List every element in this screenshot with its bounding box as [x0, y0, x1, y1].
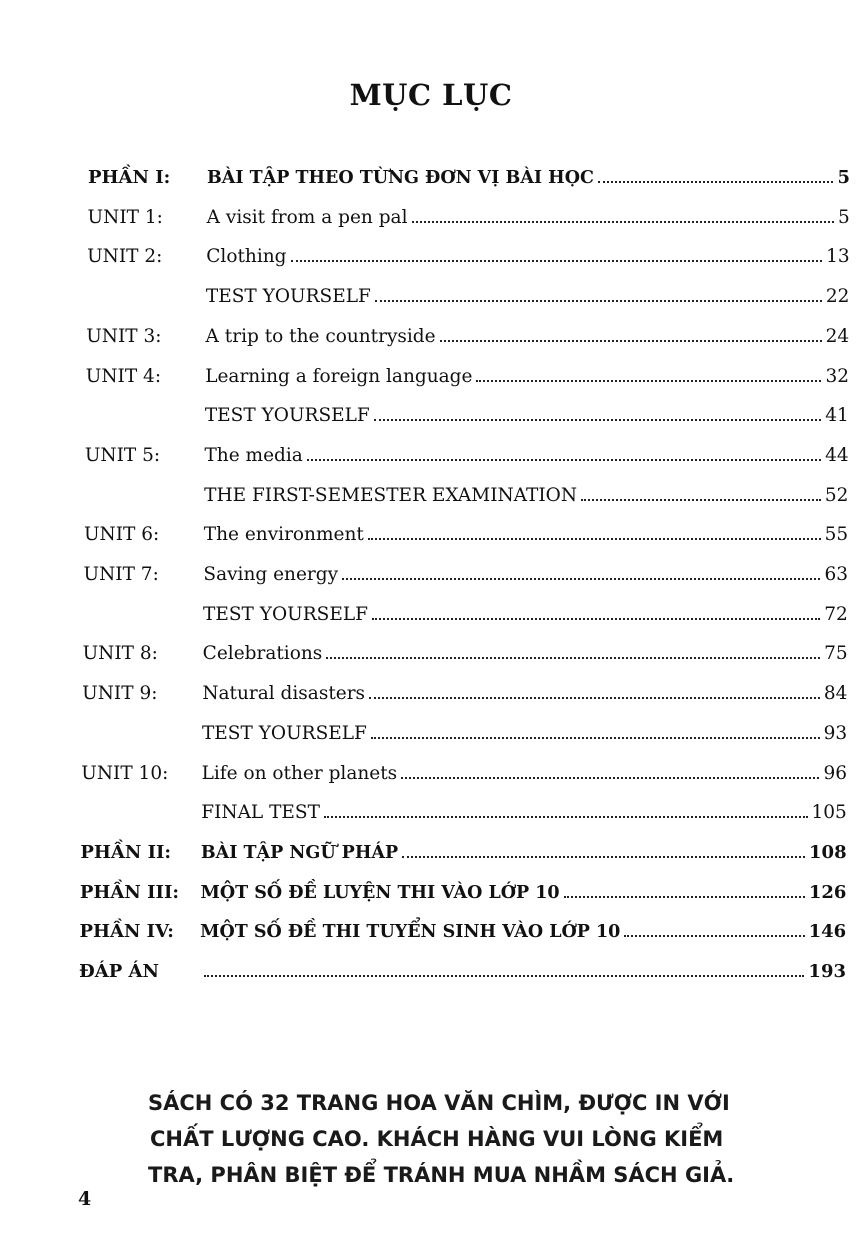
dot-leader — [307, 459, 821, 461]
toc-entry-title: FINAL TEST — [201, 802, 320, 824]
toc-entry-line — [206, 326, 850, 347]
toc-entry-title: TEST YOURSELF — [201, 722, 367, 744]
toc-entry-line — [204, 485, 848, 506]
toc-entry-page: 146 — [808, 921, 847, 943]
toc-entry-title: BÀI TẬP NGỮ PHÁP — [200, 842, 399, 863]
dot-leader — [368, 538, 821, 540]
dot-leader — [371, 737, 820, 739]
toc-entry-page: 75 — [824, 643, 848, 665]
toc-entry-page: 13 — [826, 246, 850, 268]
dot-leader — [581, 499, 821, 501]
toc-entry-title: TEST YOURSELF — [204, 405, 370, 427]
toc-entry-title: MỘT SỐ ĐỀ LUYỆN THI VÀO LỚP 10 — [200, 882, 560, 903]
notice-line: TRA, PHÂN BIỆT ĐỂ TRÁNH MUA NHẦM SÁCH GIẢ. — [148, 1163, 735, 1187]
toc-entry-page: 84 — [823, 683, 848, 705]
toc-entry-page: 93 — [823, 722, 848, 744]
toc-entry — [0, 716, 862, 746]
page-number: 4 — [78, 1188, 92, 1210]
page-title: MỤC LỤC — [349, 78, 513, 112]
toc-entry-page: 5 — [837, 167, 850, 188]
dot-leader — [598, 181, 834, 183]
toc-entry-line — [201, 882, 847, 903]
toc-entry — [0, 636, 862, 666]
toc-entry — [0, 875, 862, 905]
toc-entry-title: TEST YOURSELF — [205, 286, 371, 308]
toc-entry-line — [205, 366, 849, 387]
toc-entry-page: 55 — [824, 524, 849, 546]
toc-entry — [0, 914, 862, 944]
toc-entry-title: Learning a foreign language — [205, 365, 473, 387]
toc-entry-title: THE FIRST-SEMESTER EXAMINATION — [204, 484, 578, 506]
toc-entry-title: BÀI TẬP THEO TỪNG ĐƠN VỊ BÀI HỌC — [207, 168, 594, 188]
dot-leader — [324, 816, 808, 818]
toc-entry — [0, 557, 862, 587]
toc-entry-title: TEST YOURSELF — [203, 603, 368, 625]
toc-entry-page: 96 — [823, 762, 847, 784]
toc-entry-line — [201, 842, 847, 863]
toc-entry — [0, 756, 862, 786]
dot-leader — [342, 578, 820, 580]
toc-entry-title: Saving energy — [203, 564, 339, 585]
toc-entry-page: 32 — [825, 365, 849, 387]
toc-entry-line — [203, 604, 848, 625]
toc-entry-title: Clothing — [206, 246, 287, 268]
dot-leader — [624, 935, 804, 937]
toc-entry-page: 105 — [811, 802, 847, 824]
toc-entry-page: 44 — [825, 444, 849, 466]
dot-leader — [476, 380, 821, 382]
dot-leader — [326, 657, 820, 659]
toc-entry-label: PHẦN III: — [79, 881, 180, 903]
toc-entry-line — [200, 961, 846, 982]
toc-entry-line — [200, 921, 846, 942]
toc-entry-line — [206, 246, 849, 267]
toc-entry-label: UNIT 8: — [82, 643, 158, 665]
dot-leader — [204, 975, 805, 977]
dot-leader — [440, 340, 822, 342]
toc-entry-line — [202, 723, 847, 744]
toc-entry-line — [203, 643, 848, 664]
toc-entry-label: PHẦN IV: — [79, 921, 174, 943]
toc-entry — [0, 835, 862, 865]
dot-leader — [375, 300, 822, 302]
toc-entry-line — [203, 564, 848, 585]
toc-entry-line — [207, 207, 850, 228]
toc-entry-label: UNIT 10: — [81, 762, 169, 784]
toc-entry-line — [201, 802, 847, 823]
toc-entry-page: 72 — [824, 603, 848, 625]
toc-entry-label: PHẦN II: — [80, 841, 172, 863]
toc-entry-title: The media — [204, 444, 303, 466]
toc-entry-label: UNIT 7: — [83, 564, 159, 585]
toc-entry-title: MỘT SỐ ĐỀ THI TUYỂN SINH VÀO LỚP 10 — [200, 922, 621, 943]
toc-entry-label: UNIT 1: — [87, 206, 163, 228]
toc-entry-page: 63 — [824, 564, 848, 585]
toc-entry — [0, 438, 862, 468]
dot-leader — [402, 856, 805, 858]
dot-leader — [372, 618, 820, 620]
toc-entry-page: 108 — [809, 841, 847, 863]
toc-entry — [0, 200, 862, 230]
toc-entry-title: Natural disasters — [202, 683, 366, 705]
toc-entry — [0, 279, 862, 309]
dot-leader — [369, 697, 820, 699]
toc-entry-line — [204, 445, 848, 466]
toc-entry-line — [202, 683, 847, 704]
toc-entry-page: 52 — [824, 484, 849, 506]
toc-entry-page: 126 — [808, 881, 847, 903]
toc-entry-label: UNIT 5: — [84, 444, 161, 466]
toc-entry-label: UNIT 4: — [85, 365, 162, 387]
anti-counterfeit-notice — [148, 1085, 788, 1193]
toc-entry-page: 41 — [825, 405, 849, 427]
toc-entry-page: 193 — [808, 961, 846, 982]
toc-entry-title: Celebrations — [202, 643, 323, 665]
toc-entry-label: PHẦN I: — [88, 167, 171, 188]
toc-entry-title: A visit from a pen pal — [206, 206, 408, 228]
toc-entry — [0, 597, 862, 627]
notice-line: CHẤT LƯỢNG CAO. KHÁCH HÀNG VUI LÒNG KIỂM — [150, 1127, 724, 1151]
toc-entry-line — [207, 167, 850, 188]
toc-entry — [0, 319, 862, 349]
toc-entry — [0, 239, 862, 269]
toc-entry-page: 5 — [838, 206, 850, 228]
toc-entry — [0, 359, 862, 389]
toc-entry-page: 22 — [825, 286, 850, 308]
dot-leader — [564, 896, 805, 898]
toc-entry — [0, 478, 862, 508]
toc-entry-label: UNIT 6: — [83, 524, 160, 546]
dot-leader — [291, 260, 823, 262]
toc-entry-line — [204, 524, 848, 545]
toc-entry — [0, 160, 862, 190]
toc-entry-line — [205, 405, 849, 426]
toc-entry — [0, 676, 862, 706]
toc-entry — [0, 517, 862, 547]
dot-leader — [412, 221, 835, 223]
toc-entry-title: Life on other planets — [201, 762, 398, 784]
toc-entry-title: The environment — [203, 524, 364, 546]
toc-entry-label: UNIT 3: — [86, 325, 162, 347]
toc-entry-title: A trip to the countryside — [205, 325, 436, 347]
toc-entry — [0, 795, 862, 825]
toc-entry-page: 24 — [825, 325, 850, 347]
toc-entry-line — [202, 763, 847, 784]
dot-leader — [401, 777, 819, 779]
toc-entry — [0, 398, 862, 428]
toc-entry-line — [206, 286, 850, 307]
toc-entry — [0, 954, 862, 984]
toc-entry-label: UNIT 2: — [87, 246, 163, 268]
notice-line: SÁCH CÓ 32 TRANG HOA VĂN CHÌM, ĐƯỢC IN VỚI — [148, 1091, 730, 1115]
dot-leader — [374, 419, 822, 421]
toc-entry-label: UNIT 9: — [82, 683, 158, 705]
toc-entry-label: ĐÁP ÁN — [79, 961, 159, 982]
